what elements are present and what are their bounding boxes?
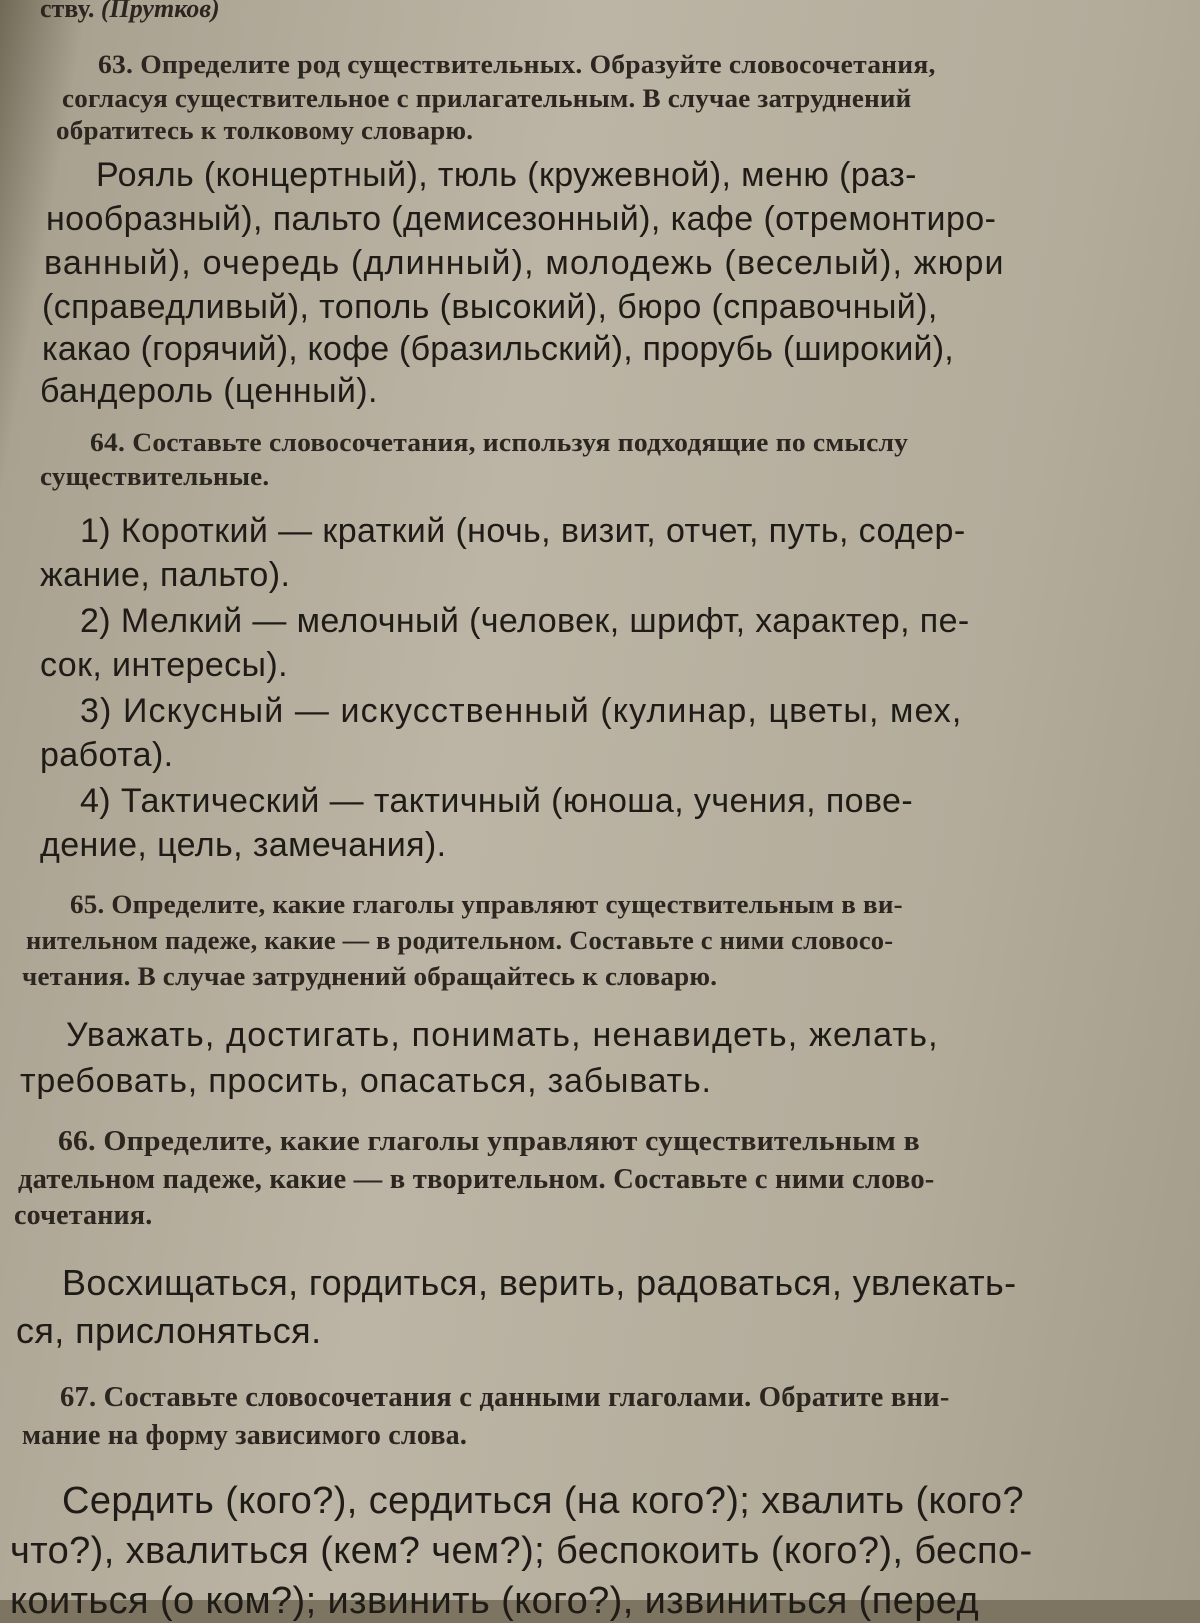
list-marker: 2) xyxy=(80,602,112,640)
exercise-body-line: ванный), очередь (длинный), молодежь (веселый), жюри xyxy=(44,244,1005,282)
exercise-body-line: требовать, просить, опасаться, забывать. xyxy=(20,1062,712,1100)
exercise-body-line: ся, прислоняться. xyxy=(16,1310,322,1351)
instruction-text: Определите, какие глаголы управляют существительным в ви- xyxy=(111,890,903,919)
list-item xyxy=(80,692,962,731)
list-marker: 3) xyxy=(80,692,113,730)
list-marker: 4) xyxy=(80,782,112,820)
list-item-continuation: дение, цель, замечания). xyxy=(40,826,447,864)
list-item-continuation: жание, пальто). xyxy=(40,556,291,594)
exercise-instruction-line xyxy=(98,50,936,80)
exercise-instruction-line xyxy=(70,890,903,920)
exercise-number: 66. xyxy=(58,1126,96,1157)
exercise-body-line: Сердить (кого?), сердиться (на кого?); хвалить (кого? xyxy=(62,1480,1024,1522)
exercise-body-line: какао (горячий), кофе (бразильский), прорубь (широкий), xyxy=(42,330,954,368)
exercise-body-line: коиться (о ком?); извинить (кого?), извиниться (перед xyxy=(10,1580,980,1622)
list-item xyxy=(80,512,966,551)
exercise-instruction-line: мание на форму зависимого слова. xyxy=(22,1420,468,1451)
list-item xyxy=(80,782,913,821)
exercise-instruction-line: дательном падеже, какие — в творительном. Составьте с ними слово- xyxy=(18,1164,935,1195)
instruction-text: Определите род существительных. Образуйте словосочетания, xyxy=(140,50,936,79)
header-fragment xyxy=(40,0,220,24)
instruction-text: Составьте словосочетания с данными глаголами. Обратите вни- xyxy=(103,1382,950,1413)
list-item-continuation: работа). xyxy=(40,736,174,774)
list-item-text: Искусный — искусственный (кулинар, цветы, мех, xyxy=(122,692,963,730)
exercise-instruction-line: обратитесь к толковому словарю. xyxy=(56,116,474,145)
exercise-body-line: Уважать, достигать, понимать, ненавидеть, желать, xyxy=(66,1016,939,1054)
exercise-body-line: что?), хвалиться (кем? чем?); беспокоить (кого?), беспо- xyxy=(10,1530,1033,1572)
exercise-body-line: бандероль (ценный). xyxy=(40,372,378,410)
list-marker: 1) xyxy=(80,512,112,550)
exercise-number: 63. xyxy=(98,50,134,79)
exercise-instruction-line xyxy=(58,1126,920,1158)
exercise-body-line: (справедливый), тополь (высокий), бюро (справочный), xyxy=(42,288,938,326)
exercise-instruction-line xyxy=(60,1382,950,1414)
list-item-text: Тактический — тактичный (юноша, учения, пове- xyxy=(120,782,914,820)
exercise-body-line: Рояль (концертный), тюль (кружевной), меню (раз- xyxy=(96,156,917,194)
exercise-number: 64. xyxy=(90,428,126,457)
instruction-text: Составьте словосочетания, используя подходящие по смыслу xyxy=(132,428,909,457)
exercise-number: 65. xyxy=(70,890,105,919)
exercise-body-line: нообразный), пальто (демисезонный), кафе (отремонтиро- xyxy=(46,200,997,238)
header-author: (Прутков) xyxy=(100,0,220,23)
exercise-instruction-line: существительные. xyxy=(40,462,270,491)
list-item-text: Короткий — краткий (ночь, визит, отчет, путь, содер- xyxy=(120,512,966,550)
exercise-instruction-line: согласуя существительное с прилагательным. В случае затруднений xyxy=(62,84,912,113)
list-item-text: Мелкий — мелочный (человек, шрифт, характер, пе- xyxy=(120,602,970,640)
exercise-number: 67. xyxy=(60,1382,97,1413)
list-item-continuation: сок, интересы). xyxy=(40,646,288,684)
exercise-body-line: Восхищаться, гордиться, верить, радоваться, увлекать- xyxy=(62,1262,1017,1303)
list-item xyxy=(80,602,970,641)
exercise-instruction-line: нительном падеже, какие — в родительном. Составьте с ними словосо- xyxy=(26,926,894,955)
exercise-instruction-line: четания. В случае затруднений обращайтесь к словарю. xyxy=(22,962,718,991)
exercise-instruction-line xyxy=(90,428,908,458)
header-text: ству. xyxy=(40,0,95,23)
instruction-text: Определите, какие глаголы управляют существительным в xyxy=(103,1126,920,1157)
exercise-instruction-line: сочетания. xyxy=(14,1200,153,1231)
